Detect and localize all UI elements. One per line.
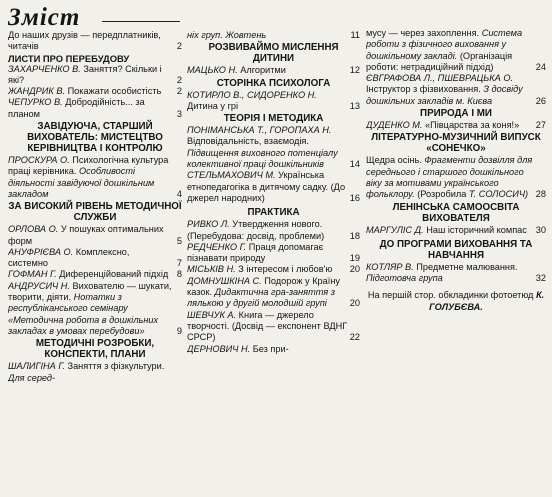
toc-entry: КОТЛЯР В. Предметне малювання. Підготовча група 32 xyxy=(366,261,546,284)
toc-entry: ЖАНДРИК В. Покажати особистість 2 xyxy=(8,86,182,97)
toc-entry: ШЕВЧУК А. Книга — джерело творчості. (Досвід — експонент ВДНГ СРСР) 22 xyxy=(187,309,360,343)
section-heading: ПРИРОДА І МИ xyxy=(420,108,492,120)
section-heading: ЗА ВИСОКИЙ РІВЕНЬ МЕТОДИЧНОЇ СЛУЖБИ xyxy=(8,201,182,224)
toc-entry: ШАЛИГІНА Г. Заняття з фізкультури. Для серед- xyxy=(8,361,165,383)
page-number: 20 xyxy=(349,298,360,309)
toc-entry: мусу — через захоплення. Система роботи з фізичного виховання у дошкільному закладі. (Організація роботи: нетрадиційний підхід) 24 xyxy=(366,28,546,72)
page-number: 19 xyxy=(349,253,360,264)
page-number: 13 xyxy=(349,100,360,111)
header-rule xyxy=(102,21,180,22)
toc-entry: ПОНІМАНСЬКА Т., ГОРОПАХА Н. Відповідальність, взаємодія. Підвищення виховного потенціалу колективної праці дошкільників 14 xyxy=(187,125,360,170)
page-number: 2 xyxy=(176,86,182,97)
page-number: 14 xyxy=(349,159,360,170)
toc-entry: МАРГУЛІС Д. Наш історичний компас 30 xyxy=(366,224,546,235)
toc-entry: РЕДЧЕНКО Г. Праця допомагає пізнавати природу 19 xyxy=(187,241,360,264)
contents-column-3 xyxy=(366,28,546,495)
toc-entry: ГОФМАН Г. Диференційований підхід 8 xyxy=(8,269,182,280)
section-heading: ДО ПРОГРАМИ ВИХОВАННЯ ТА НАВЧАННЯ xyxy=(379,238,533,261)
section-heading: ПРАКТИКА xyxy=(247,207,300,219)
section-heading: РОЗВИВАЙМО МИСЛЕННЯ ДИТИНИ xyxy=(208,42,339,65)
page-number: 5 xyxy=(176,235,182,246)
page-number: 26 xyxy=(535,95,546,106)
toc-entry: До наших друзів — передплатників, читачів 2 xyxy=(8,30,182,52)
section-heading: ЛІТЕРАТУРНО-МУЗИЧНИЙ ВИПУСК «СОНЕЧКО» xyxy=(371,132,541,155)
page-number: 8 xyxy=(176,269,182,280)
toc-entry: СТЕЛЬМАХОВИЧ М. Українська етнопедагогіка в дитячому садку. (До джерел народних) 16 xyxy=(187,170,360,203)
toc-entry: ДОМНУШКІНА С. Подорож у Країну казок. Дидактична гра-заняття з лялькою у другій молодшій групі 20 xyxy=(187,275,360,309)
page-number: 7 xyxy=(176,258,182,269)
page-number: 12 xyxy=(349,65,360,76)
page-number: 22 xyxy=(349,332,360,343)
cover-credit: На першій стор. обкладинки фотоетюд К. ГОЛУБЄВА. xyxy=(367,290,545,312)
contents-column-2 xyxy=(187,30,360,497)
contents-column-1 xyxy=(8,30,182,497)
section-heading: МЕТОДИЧНІ РОЗРОБКИ, КОНСПЕКТИ, ПЛАНИ xyxy=(35,338,155,361)
page-number: 2 xyxy=(176,74,182,85)
section-heading: ЗАВІДУЮЧА, СТАРШИЙ ВИХОВАТЕЛЬ: МИСТЕЦТВО КЕРІВНИЦТВА І КОНТРОЛЮ xyxy=(27,121,163,155)
toc-heading: ЛИСТИ ПРО ПЕРЕБУДОВУ xyxy=(8,52,130,64)
toc-entry: ЧЕПУРКО В. Добродійність... за планом 3 xyxy=(8,97,182,119)
toc-entry: ОРЛОВА О. У пошуках оптимальних форм 5 xyxy=(8,224,182,246)
page-number: 2 xyxy=(176,41,182,52)
page-number: 4 xyxy=(176,188,182,199)
toc-entry: ЗАХАРЧЕНКО В. Заняття? Скільки і які? 2 xyxy=(8,63,182,85)
page-number: 24 xyxy=(535,61,546,72)
toc-entry: АНУФРІЄВА О. Комплексно, системно 7 xyxy=(8,246,182,269)
page-number: 18 xyxy=(349,230,360,241)
page-number: 32 xyxy=(535,273,546,284)
page-number: 27 xyxy=(535,120,546,131)
page-number: 30 xyxy=(535,224,546,235)
toc-entry: ДЕРНОВИЧ Н. Без при- xyxy=(187,343,289,354)
page-number: 20 xyxy=(349,264,360,275)
toc-entry: МІСЬКІВ Н. З інтересом і любов'ю 20 xyxy=(187,264,360,275)
toc-entry: КОТИРЛО В., СИДОРЕНКО Н. Дитина у грі 13 xyxy=(187,89,360,111)
section-heading: ТЕОРІЯ І МЕТОДИКА xyxy=(223,113,324,125)
page-number: 11 xyxy=(350,30,360,40)
toc-entry: ПРОСКУРА О. Психологічна культура праці керівника. Особливості діяльності завідуючої дошкільним закладом 4 xyxy=(8,155,182,199)
page-number: 3 xyxy=(176,108,182,119)
page-number: 9 xyxy=(176,325,182,336)
toc-entry: Щедра осінь. Фрагменти дозвілля для середнього і старшого дошкільного віку за мотивами українського фольклору. (Розробила Т. СОЛОСИЧ) 28 xyxy=(366,155,546,200)
section-heading: ЛЕНІНСЬКА САМООСВІТА ВИХОВАТЕЛЯ xyxy=(392,201,520,224)
toc-entry: ЄВГРАФОВА Л., ПШЕВРАЦЬКА О. Інструктор з фізвиховання. З досвіду дошкільних закладів м. Києва 26 xyxy=(366,73,546,106)
page-number: 16 xyxy=(349,192,360,203)
toc-entry: ніх груп. Жовтень 11 xyxy=(187,30,360,40)
toc-entry: МАЦЬКО Н. Алгоритми 12 xyxy=(187,65,360,76)
toc-entry: АНДРУСИЧ Н. Вихователю — шукати, творити, діяти. Нотатки з республіканського семінару «Методична робота в дошкільних закладах в умовах перебудови» 9 xyxy=(8,280,182,336)
toc-entry: ДУДЕНКО М. «Півцарства за коня!» 27 xyxy=(366,120,546,131)
page-title: Зміст xyxy=(8,4,81,31)
toc-entry: РИВКО Л. Утвердження нового. (Перебудова: досвід, проблеми) 18 xyxy=(187,219,360,241)
page-number: 28 xyxy=(535,189,546,200)
section-heading: СТОРІНКА ПСИХОЛОГА xyxy=(216,77,331,89)
